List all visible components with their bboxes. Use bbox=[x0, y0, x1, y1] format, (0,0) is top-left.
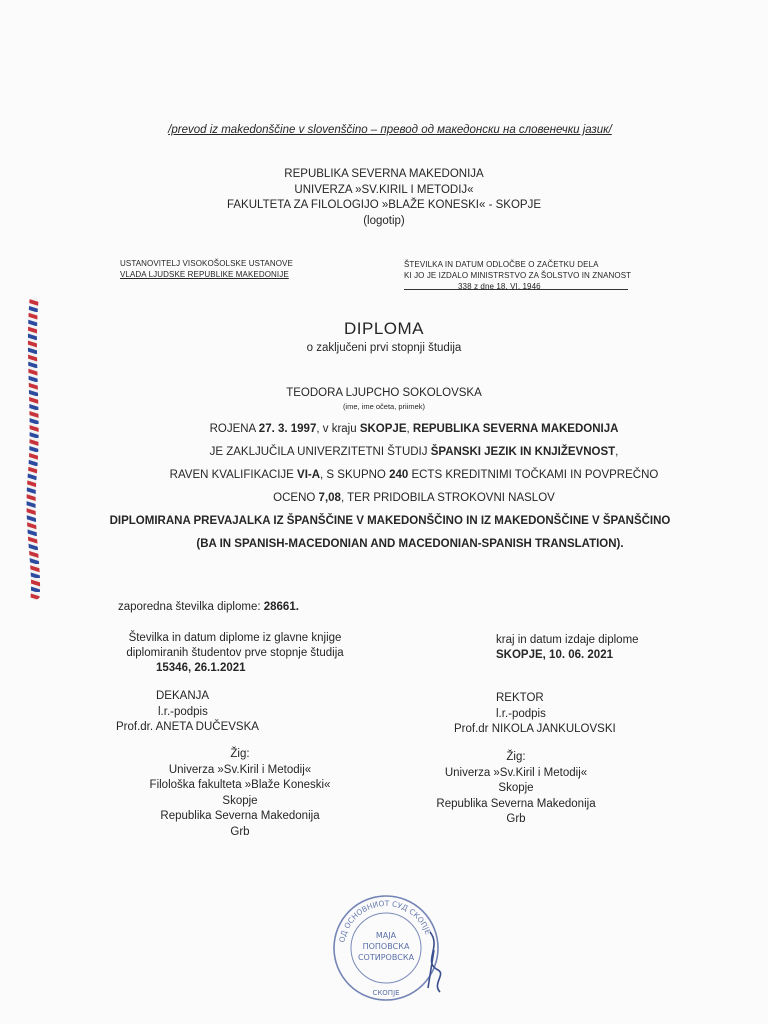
seal-right-label: Žig: bbox=[506, 751, 526, 763]
issue-label: kraj in datum izdaje diplome bbox=[496, 634, 639, 646]
stamp-signature bbox=[428, 932, 441, 992]
register-value: 15346, 26.1.2021 bbox=[156, 662, 246, 674]
serial-number: 28661. bbox=[263, 601, 299, 613]
rector-block bbox=[454, 691, 616, 738]
stamp-ring-text: ОД ОСНОВНИОТ СУД СКОПЈЕ bbox=[337, 898, 433, 944]
register-label: Številka in datum diplome iz glavne knjige bbox=[128, 632, 342, 644]
degree-english: (BA IN SPANISH-MACEDONIAN AND MACEDONIAN-SPANISH TRANSLATION). bbox=[196, 538, 624, 550]
dean-signature: l.r.-podpis bbox=[158, 705, 208, 718]
birth-line: ROJENA 27. 3. 1997, v kraju SKOPJE, REPUBLIKA SEVERNA MAKEDONIJA bbox=[209, 423, 619, 435]
founder-block bbox=[120, 258, 293, 280]
serial-number-line: zaporedna številka diplome: 28661. bbox=[118, 601, 299, 613]
seal-left-university: Univerza »Sv.Kiril i Metodij« bbox=[168, 763, 312, 776]
stamp-name-2: ПОПОВСКА bbox=[362, 942, 410, 951]
dean-name: Prof.dr. ANETA DUČEVSKA bbox=[116, 721, 259, 733]
seal-right-university: Univerza »Sv.Kiril i Metodij« bbox=[444, 766, 588, 779]
country-name: REPUBLIKA SEVERNA MAKEDONIJA bbox=[284, 168, 484, 180]
founder-label: USTANOVITELJ VISOKOŠOLSKE USTANOVE bbox=[120, 259, 293, 268]
birth-place: SKOPJE bbox=[359, 423, 407, 435]
seal-left-faculty: Filološka fakulteta »Blaže Koneski« bbox=[149, 779, 331, 791]
birth-date: 27. 3. 1997 bbox=[258, 423, 317, 435]
register-label-2: diplomiranih študentov prve stopnje študija bbox=[126, 647, 344, 659]
seal-right-coat: Grb bbox=[506, 813, 526, 825]
rector-signature: l.r.-podpis bbox=[496, 707, 546, 720]
stamp-city: СКОПЈЕ bbox=[372, 989, 400, 997]
decision-value: 338 z dne 18. VI. 1946 bbox=[458, 282, 541, 291]
decision-label-2: KI JO JE IZDALO MINISTRSTVO ZA ŠOLSTVO IN ZNANOST bbox=[404, 271, 632, 280]
logo-placeholder: (logotip) bbox=[363, 214, 405, 227]
issue-block bbox=[496, 633, 639, 663]
translation-note: /prevod iz makedonščine v slovenščino – превод од македонски на словенечки јазик/ bbox=[168, 124, 612, 136]
dean-block bbox=[116, 689, 259, 736]
seal-right-block bbox=[406, 750, 626, 828]
decision-block bbox=[404, 259, 631, 292]
seal-left-block bbox=[120, 747, 360, 840]
average-grade: 7,08 bbox=[318, 492, 341, 504]
seal-left-label: Žig: bbox=[230, 748, 250, 760]
binding-cord bbox=[26, 298, 42, 600]
seal-left-city: Skopje bbox=[222, 794, 258, 807]
university-name: UNIVERZA »SV.KIRIL I METODIJ« bbox=[294, 183, 474, 196]
study-name: ŠPANSKI JEZIK IN KNJIŽEVNOST bbox=[430, 446, 616, 458]
institution-header bbox=[184, 167, 584, 229]
notary-stamp bbox=[330, 892, 442, 1004]
seal-left-country: Republika Severna Makedonija bbox=[160, 810, 320, 822]
stamp-name-3: СОТИРОВСКА bbox=[357, 953, 415, 962]
issue-value: SKOPJE, 10. 06. 2021 bbox=[496, 649, 613, 661]
decision-underline bbox=[404, 289, 628, 290]
register-block bbox=[104, 631, 366, 676]
decision-label: ŠTEVILKA IN DATUM ODLOČBE O ZAČETKU DELA bbox=[404, 260, 599, 269]
degree-title: DIPLOMIRANA PREVAJALKA IZ ŠPANŠČINE V MAKEDONŠČINO IN IZ MAKEDONŠČINE V ŠPANŠČINO bbox=[109, 515, 671, 527]
rector-name: Prof.dr NIKOLA JANKULOVSKI bbox=[454, 723, 616, 735]
grade-line: OCENO 7,08, TER PRIDOBILA STROKOVNI NASLOV bbox=[273, 492, 555, 504]
founder-value: VLADA LJUDSKE REPUBLIKE MAKEDONIJE bbox=[120, 270, 289, 279]
diploma-subtitle: o zaključeni prvi stopnji študija bbox=[306, 342, 462, 354]
stamp-name-1: МАЈА bbox=[375, 931, 397, 940]
birth-country: REPUBLIKA SEVERNA MAKEDONIJA bbox=[412, 423, 619, 435]
rector-role: REKTOR bbox=[496, 692, 544, 704]
dean-role: DEKANJA bbox=[156, 690, 210, 702]
graduate-name: TEODORA LJUPCHO SOKOLOVSKA bbox=[286, 387, 482, 399]
diploma-title: DIPLOMA bbox=[343, 319, 425, 338]
qualification-line: RAVEN KVALIFIKACIJE VI-A, S SKUPNO 240 ECTS KREDITNIMI TOČKAMI IN POVPREČNO bbox=[169, 469, 659, 481]
ects-credits: 240 bbox=[389, 469, 409, 481]
faculty-name: FAKULTETA ZA FILOLOGIJO »BLAŽE KONESKI« - SKOPJE bbox=[226, 199, 541, 211]
seal-right-country: Republika Severna Makedonija bbox=[436, 797, 596, 810]
seal-left-coat: Grb bbox=[230, 825, 250, 838]
qualification-level: VI-A bbox=[297, 469, 321, 481]
graduate-name-caption: (ime, ime očeta, priimek) bbox=[342, 402, 426, 411]
study-line: JE ZAKLJUČILA UNIVERZITETNI ŠTUDIJ ŠPANSKI JEZIK IN KNJIŽEVNOST, bbox=[209, 446, 619, 458]
seal-right-city: Skopje bbox=[498, 782, 534, 794]
